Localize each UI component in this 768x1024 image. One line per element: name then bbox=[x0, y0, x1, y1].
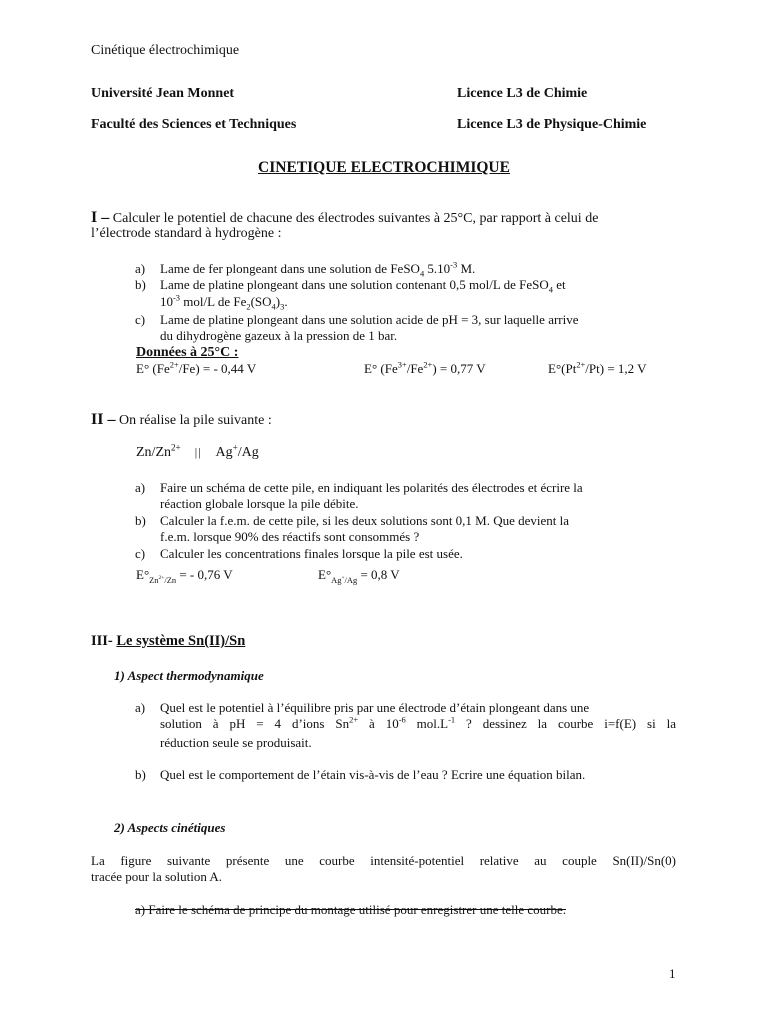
exercise-2-item-c-line1: Calculer les concentrations finales lorsque la pile est usée. bbox=[160, 546, 463, 561]
potential-pt2-pt: $E^\circ(Pt^{2+}/Pt) = 1,2$ V bbox=[548, 359, 647, 376]
exercise-2-item-a-line1: Faire un schéma de cette pile, en indiquant les polarités des électrodes et écrire la bbox=[160, 480, 583, 495]
section-2-heading: 2) Aspects cinétiques bbox=[114, 820, 226, 835]
exercise-1-item-a-marker: a) bbox=[135, 261, 146, 276]
potential-zn: $E^\circ_{Zn^{2+}/Zn}$ = - 0,76 V bbox=[136, 567, 233, 585]
potential-ag: $E^\circ_{Ag^+/Ag} = 0,8$ V bbox=[318, 567, 400, 585]
licence-chimie: Licence L3 de Chimie bbox=[457, 86, 588, 101]
exercise-2-item-a-marker: a) bbox=[135, 480, 146, 495]
potential-fe3-fe2: E° $(Fe^{3+}/Fe^{2+}) = 0,77$ V bbox=[364, 359, 486, 376]
question-a-line2: solution à pH = 4 d’ions $Sn^{2+}$ à $10^{-6}$ $mol.L^{-1}$ ? dessinez la courbe i=f(E) si la bbox=[160, 714, 676, 731]
data-heading: Données à 25°C : bbox=[136, 345, 239, 360]
exercise-1-item-b-line1: Lame de platine plongeant dans une solution contenant 0,5 mol/L de FeSO$_4$ et bbox=[160, 277, 566, 295]
exercise-1-item-b-line2: $10^{-3}$ mol/L de $Fe_2(SO_4)_3$. bbox=[160, 292, 288, 312]
faculty-name: Faculté des Sciences et Techniques bbox=[91, 117, 297, 132]
page-title: CINETIQUE ELECTROCHIMIQUE bbox=[258, 159, 510, 176]
section-1-heading: 1) Aspect thermodynamique bbox=[114, 668, 264, 683]
page-number: 1 bbox=[669, 966, 676, 981]
exercise-1-intro: I – Calculer le potentiel de chacune des électrodes suivantes à 25°C, par rapport à celui de bbox=[91, 209, 599, 226]
exercise-3-heading bbox=[91, 633, 245, 650]
licence-physique-chimie: Licence L3 de Physique-Chimie bbox=[457, 117, 647, 132]
figure-paragraph-line1: La figure suivante présente une courbe intensité-potentiel relative au couple Sn(II)/Sn(0) bbox=[91, 853, 676, 868]
exercise-1-item-c-marker: c) bbox=[135, 312, 146, 327]
exercise-2-item-b-line2: f.e.m. lorsque 90% des réactifs sont consommés ? bbox=[160, 529, 420, 544]
university-name: Université Jean Monnet bbox=[91, 86, 235, 101]
exercise-1-intro-line2: l’électrode standard à hydrogène : bbox=[91, 226, 282, 241]
potential-fe2-fe: E° $(Fe^{2+}/Fe)$ = - 0,44 V bbox=[136, 359, 257, 376]
exercise-3-title: Le système Sn(II)/Sn bbox=[116, 633, 246, 649]
exercise-2-item-b-marker: b) bbox=[135, 513, 146, 528]
pile-notation: $Zn/Zn^{2+}$ || Ag+/Ag bbox=[136, 442, 259, 460]
exercise-3-label: III- bbox=[91, 633, 113, 649]
exercise-2-item-c-marker: c) bbox=[135, 546, 146, 561]
question-a-line1: Quel est le potentiel à l’équilibre pris par une électrode d’étain plongeant dans une bbox=[160, 700, 590, 715]
exercise-2-item-a-line2: réaction globale lorsque la pile débite. bbox=[160, 496, 359, 511]
exercise-1-item-a: Lame de fer plongeant dans une solution de FeSO$_4$ $5.10^{-3}$ M. bbox=[160, 259, 476, 279]
exercise-1-item-b-marker: b) bbox=[135, 277, 146, 292]
question-b-text: Quel est le comportement de l’étain vis-à-vis de l’eau ? Ecrire une équation bilan. bbox=[160, 767, 586, 782]
exercise-2-intro: II – On réalise la pile suivante : bbox=[91, 411, 272, 428]
exercise-2-label: II – bbox=[91, 411, 116, 428]
exercise-2-item-b-line1: Calculer la f.e.m. de cette pile, si les deux solutions sont 0,1 M. Que devient la bbox=[160, 513, 570, 528]
exercise-1-item-c-line2: du dihydrogène gazeux à la pression de 1 bar. bbox=[160, 328, 398, 343]
running-title: Cinétique électrochimique bbox=[91, 43, 240, 58]
exercise-1-item-c-line1: Lame de platine plongeant dans une solution acide de pH = 3, sur laquelle arrive bbox=[160, 312, 579, 327]
struck-question: a) Faire le schéma de principe du montage utilisé pour enregistrer une telle courbe. bbox=[135, 902, 566, 917]
question-a-line3: réduction seule se produisait. bbox=[160, 735, 312, 750]
question-a-marker: a) bbox=[135, 700, 146, 715]
figure-paragraph-line2: tracée pour la solution A. bbox=[91, 869, 223, 884]
question-b-marker: b) bbox=[135, 767, 146, 782]
exercise-1-label: I – bbox=[91, 209, 110, 226]
